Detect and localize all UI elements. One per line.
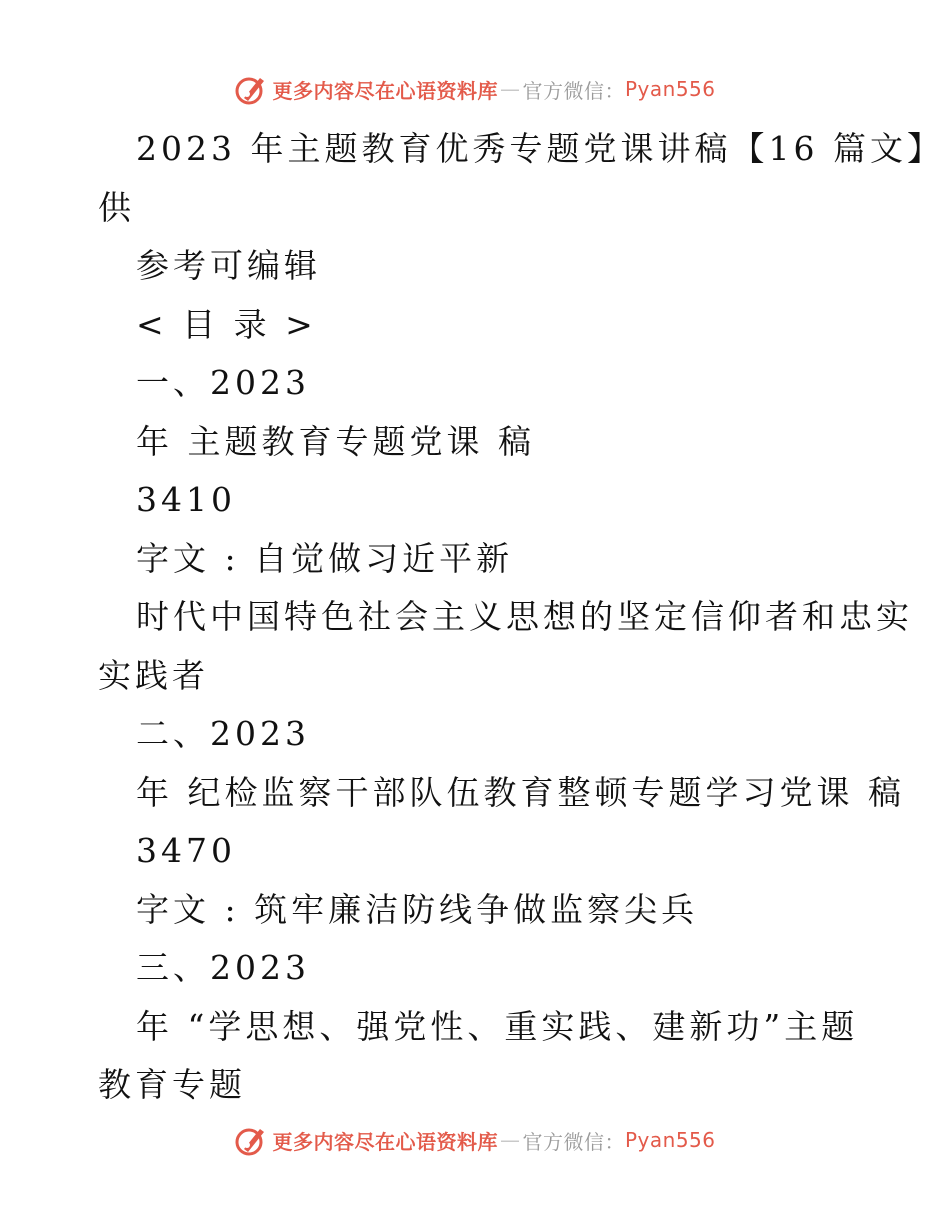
text-line: 字文 : 筑牢廉洁防线争做监察尖兵: [136, 889, 699, 929]
watermark-label: 官方微信：: [522, 1129, 625, 1154]
text-line: 二、2023: [136, 714, 310, 753]
text-line: 年 纪检监察干部队伍教育整顿专题学习党课 稿: [136, 772, 905, 812]
watermark-label: 官方微信：: [522, 78, 625, 103]
text-line: 3470: [136, 831, 236, 870]
text-line: 2023 年主题教育优秀专题党课讲稿【16 篇文】: [136, 129, 944, 168]
watermark-dash: —: [499, 1128, 521, 1152]
watermark-brand: 更多内容尽在心语资料库: [272, 78, 498, 103]
pen-logo-icon: [234, 1123, 268, 1157]
watermark-wechat-id: Pyan556: [624, 77, 716, 101]
text-line: 一、2023: [136, 363, 310, 402]
watermark-dash: —: [499, 77, 521, 101]
text-line: 时代中国特色社会主义思想的坚定信仰者和忠实: [136, 597, 913, 636]
text-line: 三、2023: [136, 948, 310, 987]
text-line: 字文 : 自觉做习近平新: [136, 538, 514, 578]
text-line: < 目 录 >: [136, 304, 317, 344]
watermark-brand: 更多内容尽在心语资料库: [272, 1129, 498, 1154]
text-line: 教育专题: [98, 1065, 246, 1104]
text-line: 供: [98, 187, 135, 227]
header-watermark: [0, 72, 950, 106]
text-line: 年 “学思想、强党性、重实践、建新功”主题: [136, 1006, 859, 1046]
text-line: 实践者: [98, 655, 209, 695]
footer-watermark: [0, 1123, 950, 1157]
text-line: 年 主题教育专题党课 稿: [136, 421, 535, 461]
watermark-wechat-id: Pyan556: [624, 1128, 716, 1152]
pen-logo-icon: [234, 72, 268, 106]
text-line: 参考可编辑: [136, 246, 321, 285]
text-line: 3410: [136, 480, 236, 519]
document-body: [98, 120, 944, 1115]
